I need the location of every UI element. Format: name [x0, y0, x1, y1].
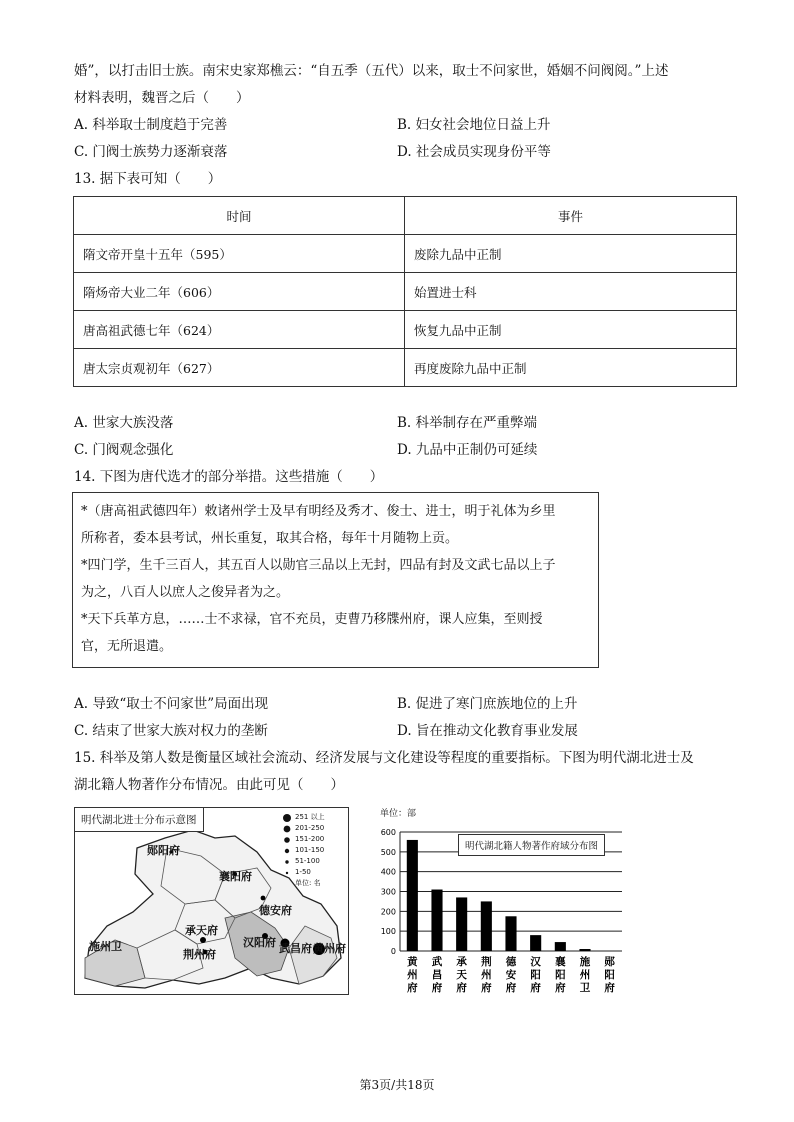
table-header-event: 事件 [405, 197, 737, 235]
legend-label: 101-150 [295, 846, 325, 854]
table-cell-time: 隋炀帝大业二年（606） [74, 273, 405, 311]
table-row [74, 273, 737, 311]
q12-option-a: A. 科举取士制度趋于完善 [74, 117, 228, 133]
q12-option-d: D. 社会成员实现身份平等 [397, 144, 551, 160]
q15-stem-line2: 湖北籍人物著作分布情况。由此可见（ ） [74, 777, 344, 793]
bar [579, 949, 590, 951]
q12-option-c: C. 门阀士族势力逐渐衰落 [74, 144, 228, 160]
legend-unit: 单位: 名 [295, 879, 321, 887]
x-tick-label: 荆州府 [481, 956, 492, 994]
x-tick-label: 武昌府 [431, 956, 443, 994]
bar [505, 916, 516, 951]
q14-box-line: *（唐高祖武德四年）敕诸州学士及早有明经及秀才、俊士、进士，明于礼体为乡里 [81, 504, 556, 519]
legend-label: 1-50 [295, 868, 311, 876]
y-tick-label: 500 [380, 847, 396, 857]
q12-option-b: B. 妇女社会地位日益上升 [397, 117, 551, 133]
q14-box-line: 所称者，委本县考试，州长重复，取其合格，每年十月随物上贡。 [81, 531, 459, 546]
q14-option-b: B. 促进了寒门庶族地位的上升 [397, 696, 578, 712]
table-header-time: 时间 [74, 197, 405, 235]
q13-option-c: C. 门阀观念强化 [74, 442, 174, 458]
legend-dot [285, 860, 288, 863]
x-tick-label: 德安府 [505, 956, 517, 994]
table-row [74, 311, 737, 349]
table-cell-time: 唐太宗贞观初年（627） [74, 349, 405, 387]
q14-box-line: *四门学，生千三百人，其五百人以勋官三品以上无封，四品有封及文武七品以上子 [81, 558, 556, 573]
bar [530, 935, 541, 951]
q14-box-line: 为之，八百人以庶人之俊异者为之。 [81, 585, 290, 600]
bar [481, 901, 492, 951]
q14-box-line: *天下兵革方息，……士不求禄，官不充员，吏曹乃移牒州府，课人应集，至则授 [81, 612, 543, 627]
table-cell-event: 废除九品中正制 [405, 235, 737, 273]
legend-label: 51-100 [295, 857, 320, 865]
y-tick-label: 400 [380, 867, 396, 877]
legend-label: 151-200 [295, 835, 325, 843]
bar [555, 942, 566, 951]
legend-dot [284, 837, 290, 843]
table-row [74, 235, 737, 273]
bar [407, 840, 418, 951]
table-cell-time: 隋文帝开皇十五年（595） [74, 235, 405, 273]
q14-stem: 14. 下图为唐代选才的部分举措。这些措施（ ） [74, 469, 384, 485]
y-tick-label: 0 [390, 947, 396, 956]
y-tick-label: 300 [380, 887, 396, 897]
q13-option-d: D. 九品中正制仍可延续 [397, 442, 538, 458]
map-label-shizhou: 施州卫 [89, 940, 122, 953]
q13-option-a: A. 世家大族没落 [74, 415, 174, 431]
legend-label: 251 以上 [295, 813, 325, 821]
legend-label: 201-250 [295, 824, 325, 832]
chart-unit: 单位：部 [380, 809, 417, 819]
legend-dot [285, 849, 289, 853]
q12-stem-line2: 材料表明，魏晋之后（ ） [74, 90, 250, 106]
table-cell-time: 唐高祖武德七年（624） [74, 311, 405, 349]
page-footer: 第3页/共18页 [359, 1078, 435, 1092]
map-title: 明代湖北进士分布示意图 [75, 808, 204, 832]
q15-stem-line1: 15. 科举及第人数是衡量区域社会流动、经济发展与文化建设等程度的重要指标。下图为明代湖北进士及 [74, 750, 694, 766]
q14-box-line: 官，无所退遣。 [81, 639, 173, 654]
city-dot-dean [261, 896, 266, 901]
q12-stem-line1: 婚”，以打击旧士族。南宋史家郑樵云：“自五季（五代）以来，取士不问家世，婚姻不问阀阅。”上述 [74, 63, 669, 79]
map-label-chengtian: 承天府 [185, 924, 218, 937]
bar [431, 890, 442, 951]
legend-dot [286, 872, 288, 874]
x-tick-label: 襄阳府 [555, 956, 566, 994]
q14-source-box [72, 492, 599, 668]
map-label-xiangyang: 襄阳府 [219, 870, 252, 883]
x-tick-label: 承天府 [456, 956, 467, 994]
legend-dot [284, 826, 291, 833]
q14-option-d: D. 旨在推动文化教育事业发展 [397, 723, 578, 739]
table-cell-event: 再度废除九品中正制 [405, 349, 737, 387]
y-tick-label: 600 [380, 828, 396, 837]
map-label-dean: 德安府 [259, 904, 292, 917]
legend-dot [283, 814, 291, 822]
y-tick-label: 200 [380, 907, 396, 917]
bar [456, 897, 467, 951]
q14-option-a: A. 导致“取士不问家世”局面出现 [74, 696, 269, 712]
y-tick-label: 100 [380, 927, 396, 937]
x-tick-label: 郧阳府 [604, 956, 615, 994]
q13-table [73, 196, 737, 387]
map-label-huangzhou: 黄州府 [313, 942, 346, 955]
map-legend [295, 812, 325, 889]
works-distribution-chart [372, 806, 630, 1002]
map-label-wuchang: 武昌府 [279, 942, 312, 955]
map-label-hanyang: 汉阳府 [243, 936, 276, 949]
q13-option-b: B. 科举制存在严重弊端 [397, 415, 538, 431]
q14-option-c: C. 结束了世家大族对权力的垄断 [74, 723, 268, 739]
table-row [74, 349, 737, 387]
map-label-jingzhou: 荆州府 [183, 948, 216, 961]
q13-stem: 13. 据下表可知（ ） [74, 171, 222, 187]
x-tick-label: 黄州府 [407, 956, 418, 994]
table-cell-event: 始置进士科 [405, 273, 737, 311]
x-tick-label: 汉阳府 [530, 956, 541, 994]
table-header-row [74, 197, 737, 235]
table-cell-event: 恢复九品中正制 [405, 311, 737, 349]
chart-title: 明代湖北籍人物著作府域分布图 [458, 834, 605, 856]
x-tick-label: 施州卫 [579, 956, 591, 994]
map-label-yunyang: 郧阳府 [147, 844, 180, 857]
hubei-jinshi-map [74, 807, 349, 995]
